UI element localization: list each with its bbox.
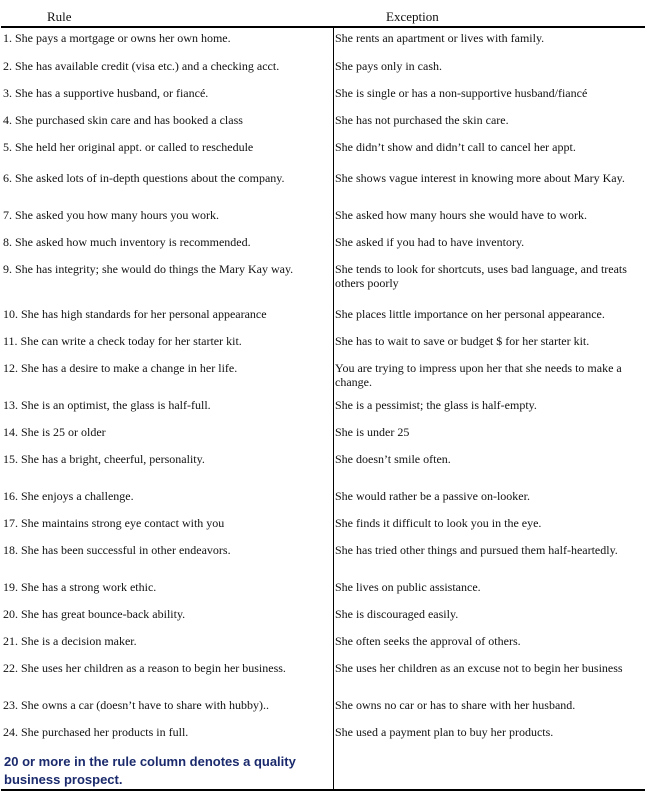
exception-cell: She would rather be a passive on-looker. (335, 489, 530, 503)
table-row (1, 110, 645, 137)
exception-cell: She often seeks the approval of others. (335, 634, 521, 648)
exception-cell: She finds it difficult to look you in the eye. (335, 516, 542, 530)
table-row (1, 449, 645, 486)
table-row (1, 331, 645, 358)
table-row (1, 358, 645, 395)
exception-cell: She shows vague interest in knowing more about Mary Kay. (335, 171, 625, 185)
exception-cell: She places little importance on her personal appearance. (335, 307, 605, 321)
rule-cell: 9. She has integrity; she would do things the Mary Kay way. (1, 259, 334, 304)
table-row (1, 27, 645, 56)
rule-cell: 14. She is 25 or older (1, 422, 334, 449)
table-row (1, 232, 645, 259)
exception-cell: She is a pessimist; the glass is half-empty. (335, 398, 537, 412)
table-row (1, 513, 645, 540)
rule-cell: 15. She has a bright, cheerful, personality. (1, 449, 334, 486)
table-row (1, 486, 645, 513)
rule-cell: 24. She purchased her products in full. (1, 722, 334, 749)
exception-cell: She rents an apartment or lives with family. (335, 31, 545, 45)
exception-cell: She is under 25 (335, 425, 410, 439)
rule-cell: 16. She enjoys a challenge. (1, 486, 334, 513)
rule-cell: 13. She is an optimist, the glass is half-full. (1, 395, 334, 422)
table-row (1, 137, 645, 168)
exception-column-header: Exception (386, 9, 439, 24)
table-row (1, 83, 645, 110)
table-row (1, 631, 645, 658)
exception-cell: She owns no car or has to share with her husband. (335, 698, 576, 712)
rule-cell: 20. She has great bounce-back ability. (1, 604, 334, 631)
rule-cell: 2. She has available credit (visa etc.) and a checking acct. (1, 56, 334, 83)
rule-cell: 18. She has been successful in other endeavors. (1, 540, 334, 577)
exception-cell: You are trying to impress upon her that she needs to make a change. (335, 361, 622, 389)
rule-cell: 6. She asked lots of in-depth questions about the company. (1, 168, 334, 205)
rule-cell: 1. She pays a mortgage or owns her own home. (1, 27, 334, 56)
rule-cell: 17. She maintains strong eye contact with you (1, 513, 334, 540)
exception-cell: She used a payment plan to buy her products. (335, 725, 554, 739)
exception-cell: She pays only in cash. (335, 59, 442, 73)
rule-cell: 23. She owns a car (doesn’t have to share with hubby).. (1, 695, 334, 722)
table-row (1, 695, 645, 722)
exception-cell: She uses her children as an excuse not to begin her business (335, 661, 623, 675)
exception-cell: She lives on public assistance. (335, 580, 481, 594)
exception-cell: She asked if you had to have inventory. (335, 235, 525, 249)
rule-cell: 3. She has a supportive husband, or fiancé. (1, 83, 334, 110)
exception-cell: She doesn’t smile often. (335, 452, 451, 466)
exception-cell: She has not purchased the skin care. (335, 113, 509, 127)
rule-cell: 21. She is a decision maker. (1, 631, 334, 658)
footer-empty-cell (334, 749, 646, 790)
rule-cell: 11. She can write a check today for her starter kit. (1, 331, 334, 358)
table-row (1, 722, 645, 749)
rule-cell: 19. She has a strong work ethic. (1, 577, 334, 604)
exception-cell: She has to wait to save or budget $ for her starter kit. (335, 334, 590, 348)
rule-cell: 5. She held her original appt. or called to reschedule (1, 137, 334, 168)
table-row (1, 304, 645, 331)
rule-column-header: Rule (47, 9, 72, 24)
table-row (1, 577, 645, 604)
exception-cell: She tends to look for shortcuts, uses bad language, and treats others poorly (335, 262, 627, 290)
rule-cell: 12. She has a desire to make a change in her life. (1, 358, 334, 395)
table-row (1, 540, 645, 577)
exception-cell: She is discouraged easily. (335, 607, 459, 621)
column-headers (0, 0, 648, 26)
rule-cell: 22. She uses her children as a reason to begin her business. (1, 658, 334, 695)
rule-cell: 7. She asked you how many hours you work. (1, 205, 334, 232)
table-row (1, 259, 645, 304)
rule-cell: 8. She asked how much inventory is recommended. (1, 232, 334, 259)
rules-table (1, 26, 645, 791)
rule-cell: 10. She has high standards for her personal appearance (1, 304, 334, 331)
exception-cell: She asked how many hours she would have to work. (335, 208, 587, 222)
exception-cell: She didn’t show and didn’t call to cancel her appt. (335, 140, 576, 154)
footer-row (1, 749, 645, 790)
table-row (1, 395, 645, 422)
table-row (1, 422, 645, 449)
table-row (1, 658, 645, 695)
table-row (1, 604, 645, 631)
table-row (1, 168, 645, 205)
table-row (1, 205, 645, 232)
rule-cell: 4. She purchased skin care and has booked a class (1, 110, 334, 137)
exception-cell: She has tried other things and pursued them half-heartedly. (335, 543, 618, 557)
footer-note: 20 or more in the rule column denotes a quality business prospect. (1, 749, 334, 790)
exception-cell: She is single or has a non-supportive husband/fiancé (335, 86, 588, 100)
table-row (1, 56, 645, 83)
